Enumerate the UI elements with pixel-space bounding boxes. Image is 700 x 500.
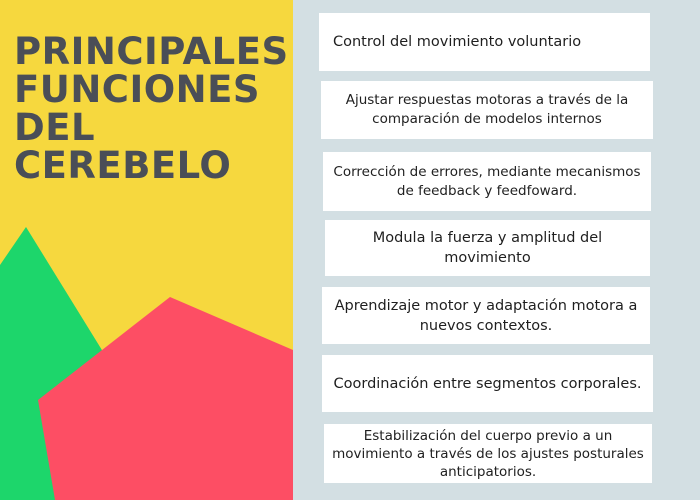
title-line: DEL: [14, 106, 96, 149]
function-card-internal-models: Ajustar respuestas motoras a través de la comparación de modelos internos: [321, 81, 653, 139]
page-title: [14, 30, 289, 187]
title-line: PRINCIPALES: [14, 30, 289, 73]
function-card-postural-adjustments: Estabilización del cuerpo previo a un movimiento a través de los ajustes posturales anticipatorios.: [324, 424, 652, 483]
function-card-body-coordination: Coordinación entre segmentos corporales.: [322, 355, 653, 412]
left-panel: [0, 0, 293, 500]
function-card-voluntary-movement: Control del movimiento voluntario: [319, 13, 650, 71]
title-line: CEREBELO: [14, 144, 232, 187]
title-line: FUNCIONES: [14, 68, 261, 111]
function-card-error-correction: Corrección de errores, mediante mecanismos de feedback y feedfoward.: [323, 152, 651, 211]
function-card-motor-learning: Aprendizaje motor y adaptación motora a nuevos contextos.: [322, 287, 650, 344]
function-card-force-amplitude: Modula la fuerza y amplitud del movimiento: [325, 220, 650, 276]
